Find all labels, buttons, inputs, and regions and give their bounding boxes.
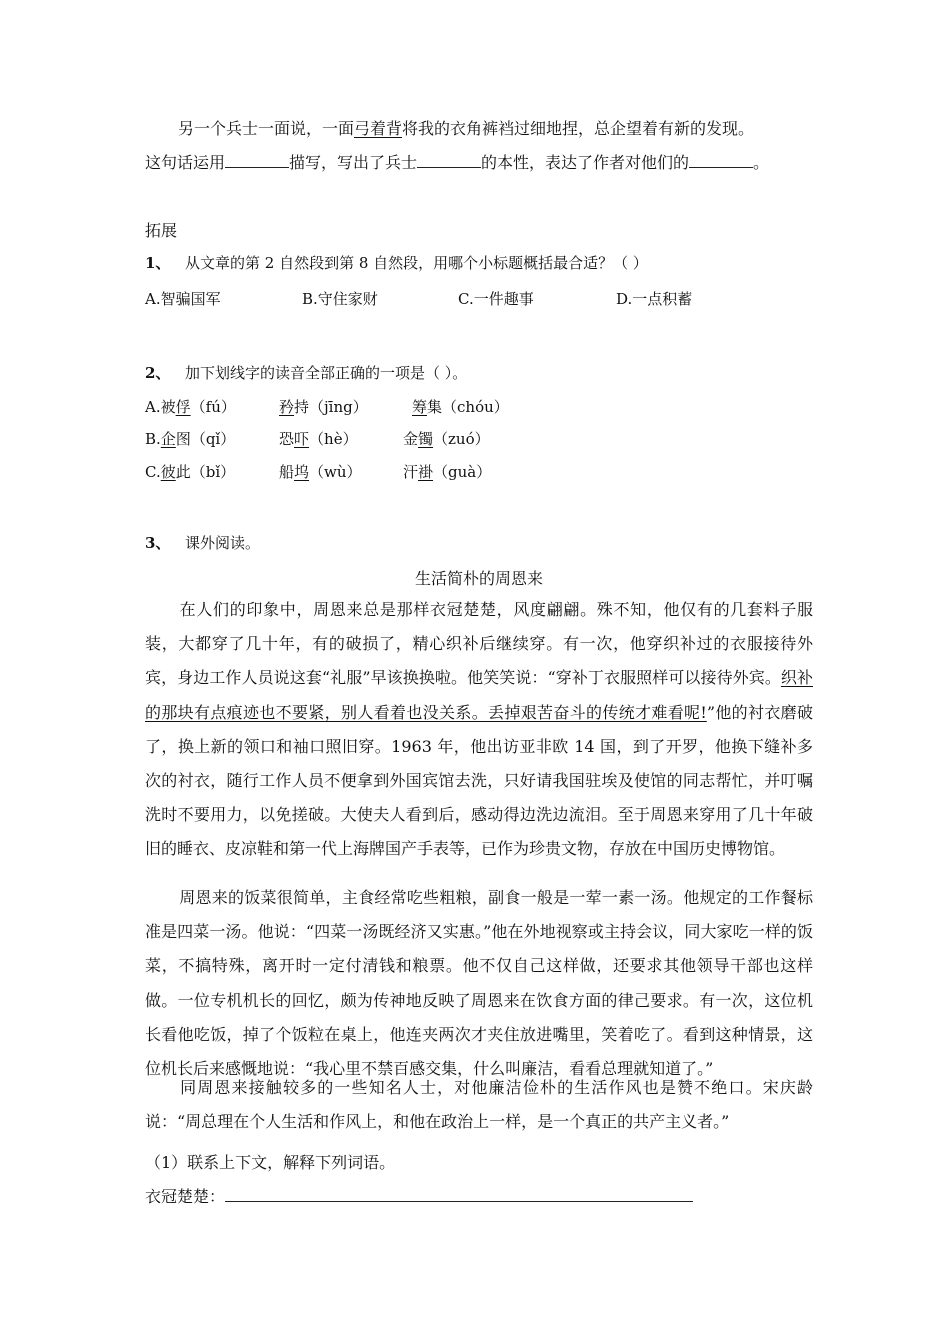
article-title: 生活简朴的周恩来: [414, 569, 543, 588]
article-paragraph-1: [145, 593, 813, 867]
q2-row-a-word2: [279, 396, 368, 417]
q2-row-c-word3: [403, 461, 491, 482]
underlined-char: 镯: [418, 430, 434, 448]
q1-option-d[interactable]: D.一点积蓄: [616, 290, 693, 308]
q2-row-b-word2: [279, 428, 358, 449]
intro-underlined-phrase: 弓着背: [354, 119, 403, 138]
q2-option-letter: C.: [145, 463, 161, 481]
underlined-char: 俘: [175, 398, 191, 416]
paragraph-text: 同周恩来接触较多的一些知名人士，对他廉洁俭朴的生活作风也是赞不绝口。宋庆龄说：“周总理在个人生活和作风上，和他在政治上一样，是一个真正的共产主义者。”: [145, 1078, 813, 1132]
paragraph-text: 周恩来的饭菜很简单，主食经常吃些粗粮，副食一般是一荤一素一汤。他规定的工作餐标准是四菜一汤。他说：“四菜一汤既经济又实惠。”他在外地视察或主持会议，同大家吃一样的饭菜，不搞特殊，离开时一定付清钱和粮票。他不仅自己这样做，还要求其他领导干部也这样做。一位专机机长的回忆，颇为传神地反映了周恩来在饮食方面的律己要求。有一次，这位机长看他吃饭，掉了个饭粒在桌上，他连夹两次才夹住放进嘴里，笑着吃了。看到这种情景，这位机长后来感慨地说：“我心里不禁百感交集，什么叫廉洁，看看总理就知道了。”: [145, 888, 813, 1079]
q2-text: 加下划线字的读音全部正确的一项是（ ）。: [185, 364, 468, 382]
q2-option-letter: B.: [145, 430, 161, 448]
fill-text-c: 的本性，表达了作者对他们的: [481, 153, 690, 172]
q1-text: 从文章的第 2 自然段到第 8 自然段，用哪个小标题概括最合适？（ ）: [185, 254, 648, 272]
q1-option-a[interactable]: A.智骗国军: [145, 290, 221, 308]
paragraph-text: 在人们的印象中，周恩来总是那样衣冠楚楚，风度翩翩。殊不知，他仅有的几套料子服装，大都穿了几十年，有的破损了，精心织补后继续穿。有一次，他穿织补过的衣服接待外宾，身边工作人员说这套“礼服”早该换换啦。他笑笑说：“穿补丁衣服照样可以接待外宾。: [145, 600, 813, 688]
term-1-label: 衣冠楚楚：: [145, 1187, 226, 1206]
answer-blank-3[interactable]: [689, 151, 753, 168]
answer-blank-2[interactable]: [417, 151, 481, 168]
word-char: 被: [160, 398, 176, 416]
pinyin: （jīng）: [309, 398, 368, 416]
intro-sentence: [178, 116, 754, 139]
word-char: 此: [175, 463, 191, 481]
fill-text-d: 。: [753, 153, 770, 172]
article-paragraph-2: [145, 881, 813, 1086]
q2-option-letter: A.: [145, 398, 161, 416]
underlined-char: 彼: [160, 463, 176, 481]
word-char: 恐: [279, 430, 295, 448]
q2-row-c-word1: [145, 461, 235, 482]
word-char: 船: [279, 463, 295, 481]
fill-text-b: 描写，写出了兵士: [289, 153, 418, 172]
word-char: 金: [403, 430, 419, 448]
intro-sentence-post: 将我的衣角裤裆过细地捏，总企望着有新的发现。: [402, 119, 755, 138]
underlined-char: 坞: [294, 463, 310, 481]
pinyin: （guà）: [433, 463, 492, 481]
q3-text: 课外阅读。: [185, 534, 261, 552]
underlined-char: 吓: [294, 430, 310, 448]
term-1-line: [145, 1184, 693, 1207]
pinyin: （bǐ）: [190, 463, 236, 481]
pinyin: （wù）: [309, 463, 362, 481]
word-char: 汗: [403, 463, 419, 481]
word-char: 持: [294, 398, 310, 416]
q2-number: 2、: [145, 364, 171, 382]
underlined-sentence: 织补的那块有点痕迹也不要紧，别人看着也没关系。丢掉艰苦奋斗的传统才难看呢!: [145, 668, 813, 722]
section-label: 拓展: [145, 221, 178, 240]
q2-row-b-word1: [145, 428, 235, 449]
underlined-char: 筹: [412, 398, 428, 416]
q2-row-c-word2: [279, 461, 362, 482]
answer-blank-1[interactable]: [225, 151, 289, 168]
fill-text-a: 这句话运用: [145, 153, 226, 172]
intro-sentence-pre: 另一个兵士一面说，一面: [178, 119, 355, 138]
intro-fill-line: [145, 150, 769, 173]
term-1-answer-blank[interactable]: [225, 1185, 693, 1202]
article-paragraph-3: [145, 1071, 813, 1139]
q2-row-a-word3: [412, 396, 509, 417]
underlined-char: 矜: [279, 398, 295, 416]
q2-row-a-word1: [145, 396, 236, 417]
pinyin: （hè）: [309, 430, 358, 448]
q3-number: 3、: [145, 534, 171, 552]
word-char: 集: [427, 398, 443, 416]
pinyin: （zuó）: [433, 430, 490, 448]
pinyin: （qǐ）: [190, 430, 236, 448]
sub-question-1: （1）联系上下文，解释下列词语。: [145, 1153, 396, 1172]
pinyin: （fú）: [190, 398, 236, 416]
underlined-char: 企: [160, 430, 176, 448]
pinyin: （chóu）: [442, 398, 509, 416]
q1-option-b[interactable]: B.守住家财: [302, 290, 378, 308]
q2-row-b-word3: [403, 428, 490, 449]
q1-option-c[interactable]: C.一件趣事: [458, 290, 534, 308]
underlined-char: 褂: [418, 463, 434, 481]
paragraph-text: ”他的衬衣磨破了，换上新的领口和袖口照旧穿。1963 年，他出访亚非欧 14 国，到了开罗，他换下缝补多次的衬衣，随行工作人员不便拿到外国宾馆去洗，只好请我国驻埃及使馆的同志帮忙，并叮嘱洗时不要用力，以免搓破。大使夫人看到后，感动得边洗边流泪。至于周恩来穿用了几十年破旧的睡衣、皮凉鞋和第一代上海牌国产手表等，已作为珍贵文物，存放在中国历史博物馆。: [145, 702, 813, 859]
q1-number: 1、: [145, 254, 171, 272]
word-char: 图: [175, 430, 191, 448]
